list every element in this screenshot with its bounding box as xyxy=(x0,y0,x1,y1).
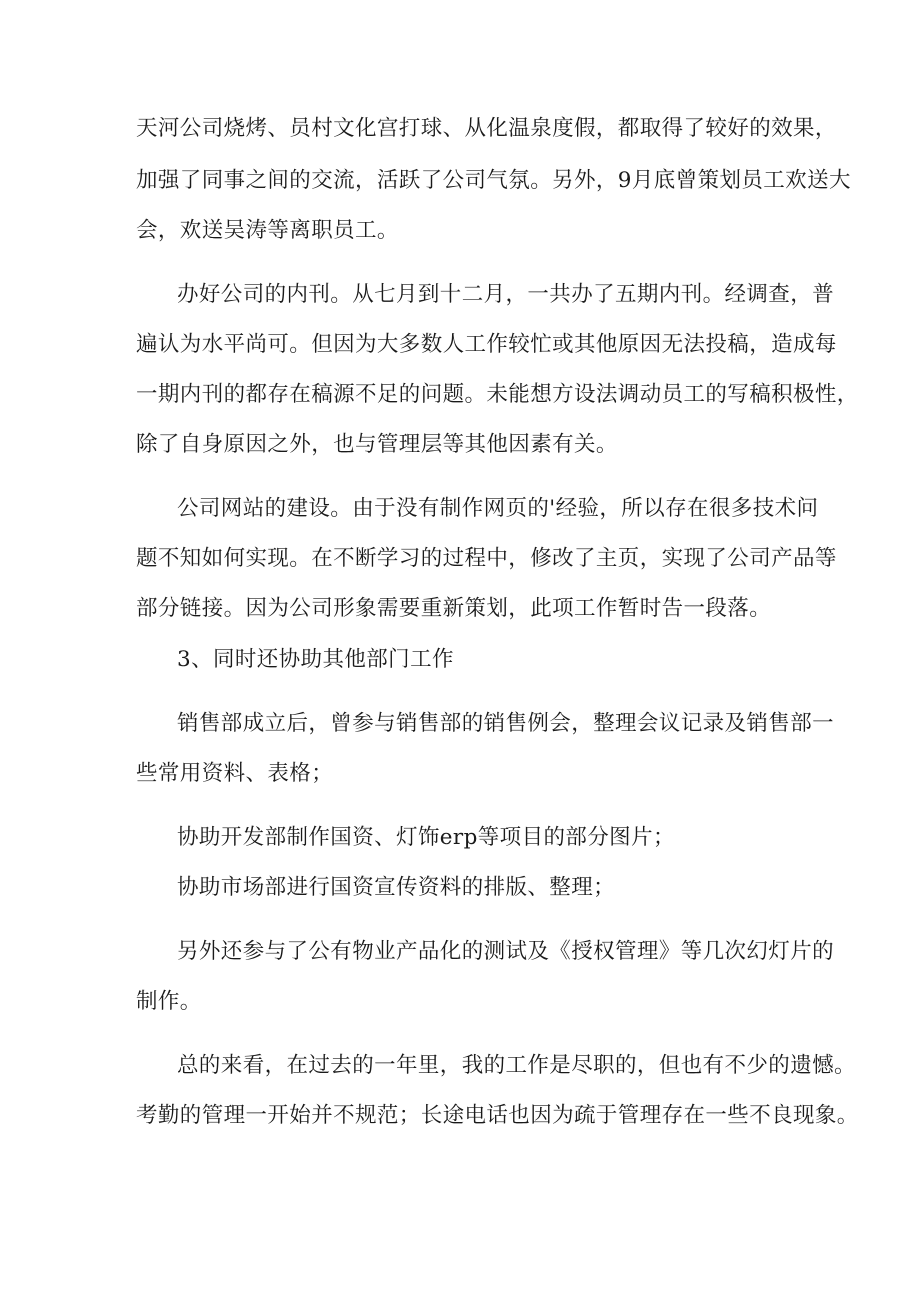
text-line: 协助市场部进行国资宣传资料的排版、整理； xyxy=(177,875,616,900)
text-line: 制作。 xyxy=(136,989,202,1014)
text-line: 遍认为水平尚可。但因为大多数人工作较忙或其他原因无法投稿，造成每 xyxy=(136,332,837,357)
text-line: 公司网站的建设。由于没有制作网页的'经验，所以存在很多技术问 xyxy=(177,496,819,521)
text-line: 办好公司的内刊。从七月到十二月，一共办了五期内刊。经调查，普 xyxy=(177,282,835,307)
text-line: 销售部成立后，曾参与销售部的销售例会，整理会议记录及销售部一 xyxy=(177,711,835,736)
text-line: 另外还参与了公有物业产品化的测试及《授权管理》等几次幻灯片的 xyxy=(177,939,835,964)
text-line: 加强了同事之间的交流，活跃了公司气氛。另外，9月底曾策划员工欢送大 xyxy=(136,168,851,193)
text-line: 些常用资料、表格； xyxy=(136,761,334,786)
text-line: 会，欢送吴涛等离职员工。 xyxy=(136,218,399,243)
text-line: 题不知如何实现。在不断学习的过程中，修改了主页，实现了公司产品等 xyxy=(136,546,837,571)
section-heading: 3、同时还协助其他部门工作 xyxy=(177,647,454,672)
text-line: 天河公司烧烤、员村文化宫打球、从化温泉度假，都取得了较好的效果， xyxy=(136,116,837,141)
text-line: 考勤的管理一开始并不规范；长途电话也因为疏于管理存在一些不良现象。 xyxy=(136,1103,859,1128)
text-line: 部分链接。因为公司形象需要重新策划，此项工作暂时告一段落。 xyxy=(136,596,772,621)
text-line: 除了自身原因之外，也与管理层等其他因素有关。 xyxy=(136,432,618,457)
text-line: 总的来看，在过去的一年里，我的工作是尽职的，但也有不少的遗憾。 xyxy=(177,1053,856,1078)
text-line: 协助开发部制作国资、灯饰erp等项目的部分图片； xyxy=(177,825,675,850)
text-line: 一期内刊的都存在稿源不足的问题。未能想方设法调动员工的写稿积极性， xyxy=(136,382,859,407)
